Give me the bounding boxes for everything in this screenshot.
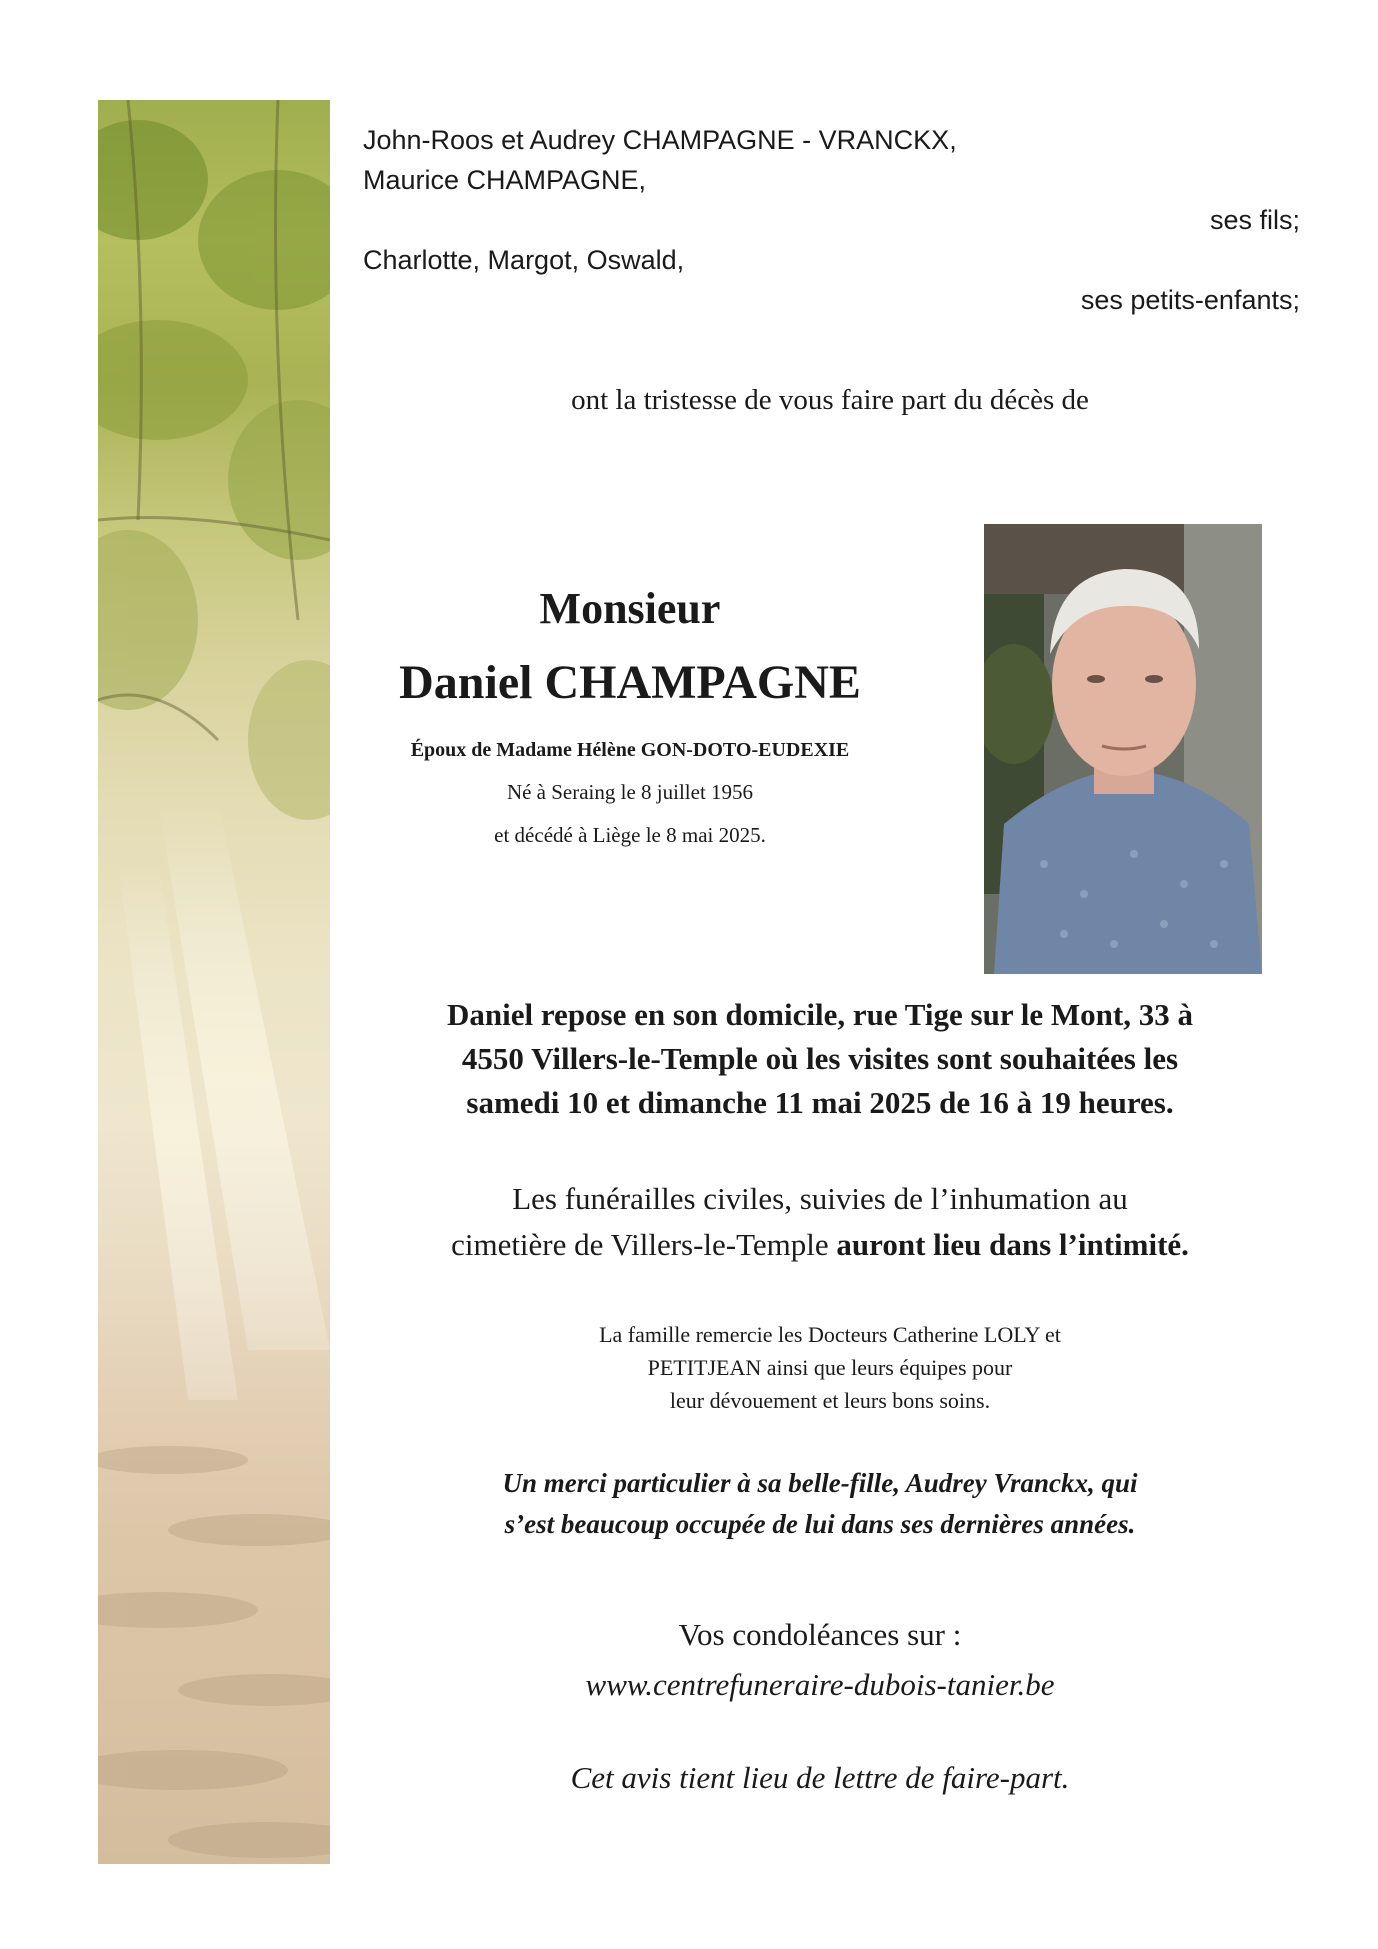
family-line-3: Charlotte, Margot, Oswald,	[363, 245, 685, 275]
spouse-line: Époux de Madame Hélène GON-DOTO-EUDEXIE	[410, 739, 850, 761]
condolences-label: Vos condoléances sur :	[678, 1617, 962, 1652]
family-line-1: John-Roos et Audrey CHAMPAGNE - VRANCKX,	[363, 125, 957, 155]
thanks-line-3: leur dévouement et leurs bons soins.	[669, 1388, 991, 1413]
condolences-block	[340, 1610, 1300, 1710]
visitation-line-2: 4550 Villers-le-Temple où les visites sont souhaitées les	[461, 1041, 1179, 1076]
family-role-grandchildren: ses petits-enfants;	[1080, 285, 1300, 315]
funeral-line-1: Les funérailles civiles, suivies de l’inhumation au	[512, 1181, 1128, 1216]
thanks-block	[400, 1318, 1260, 1417]
funeral-line-2	[340, 1222, 1300, 1268]
special-thanks-line-1: Un merci particulier à sa belle-fille, Audrey Vranckx, qui	[502, 1468, 1138, 1498]
family-line-2: Maurice CHAMPAGNE,	[363, 165, 647, 195]
special-thanks-line-2: s’est beaucoup occupée de lui dans ses dernières années.	[504, 1509, 1136, 1539]
visitation-line-3: samedi 10 et dimanche 11 mai 2025 de 16 à 19 heures.	[466, 1085, 1174, 1120]
special-thanks-block	[340, 1463, 1300, 1545]
condolences-website-link[interactable]: www.centrefuneraire-dubois-tanier.be	[585, 1667, 1055, 1702]
deceased-title: Monsieur	[539, 584, 721, 633]
family-role-sons: ses fils;	[1209, 205, 1300, 235]
funeral-line-2-plain: cimetière de Villers-le-Temple	[451, 1227, 829, 1262]
death-line: et décédé à Liège le 8 mai 2025.	[494, 823, 766, 847]
announcement-text: ont la tristesse de vous faire part du décès de	[571, 384, 1089, 416]
birth-line: Né à Seraing le 8 juillet 1956	[506, 780, 754, 804]
footer-note: Cet avis tient lieu de lettre de faire-part.	[570, 1760, 1070, 1795]
thanks-line-1: La famille remercie les Docteurs Catherine LOLY et	[599, 1322, 1061, 1347]
visitation-block	[340, 993, 1300, 1125]
deceased-name: Daniel CHAMPAGNE	[399, 656, 861, 709]
portrait-photo	[984, 524, 1262, 974]
thanks-line-2: PETITJEAN ainsi que leurs équipes pour	[647, 1355, 1013, 1380]
funeral-block	[340, 1176, 1300, 1268]
visitation-line-1: Daniel repose en son domicile, rue Tige sur le Mont, 33 à	[447, 997, 1193, 1032]
funeral-line-2-bold: auront lieu dans l’intimité.	[836, 1227, 1189, 1262]
forest-path-image	[98, 100, 330, 1864]
